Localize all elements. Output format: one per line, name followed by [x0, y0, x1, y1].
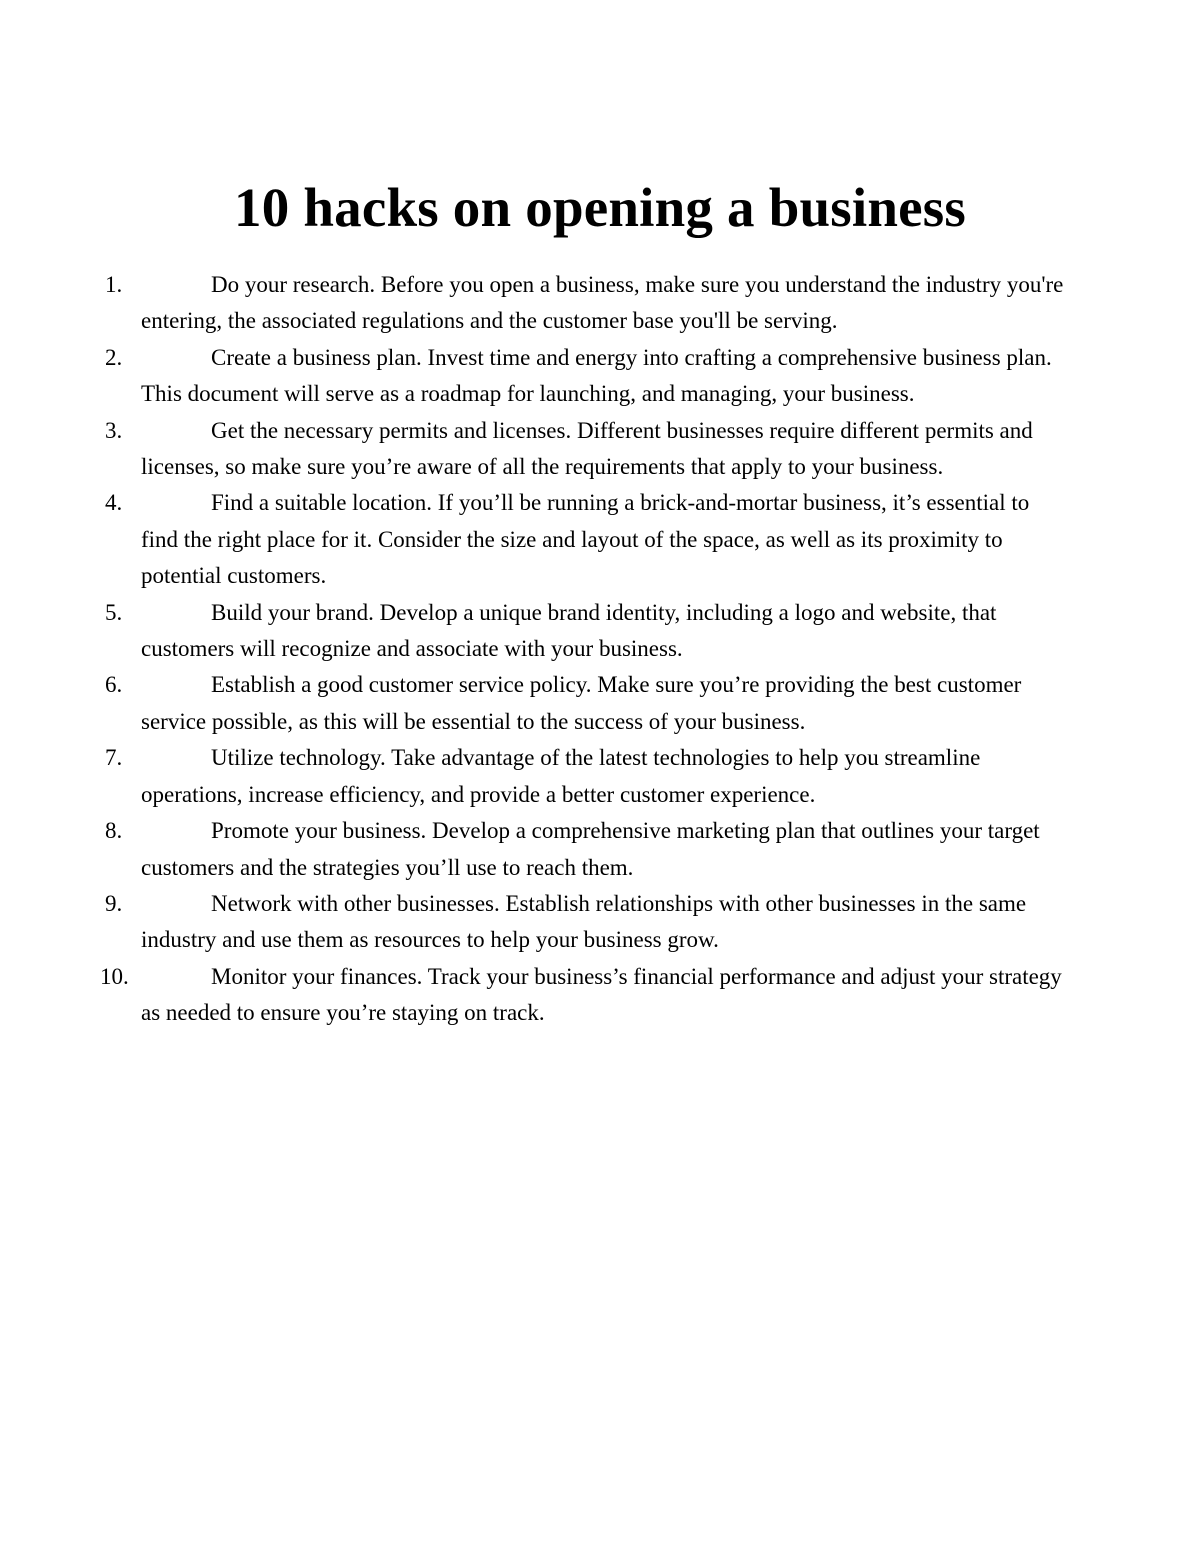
list-item: [0, 267, 1066, 340]
list-item-text: Monitor your finances. Track your business’s financial performance and adjust your strategy as needed to ensure you’re staying on track.: [141, 963, 1062, 1026]
hacks-list: [0, 267, 1200, 1032]
list-item-text: Get the necessary permits and licenses. Different businesses require different permits and licenses, so make sure you’re aware of all the requirements that apply to your business.: [141, 417, 1033, 480]
list-item-number: 10.: [100, 963, 129, 989]
list-item-number: 2.: [105, 344, 123, 370]
list-item: [0, 740, 1066, 813]
list-item-number: 6.: [105, 672, 123, 698]
list-item-text: Build your brand. Develop a unique brand identity, including a logo and website, that customers will recognize and associate with your business.: [141, 599, 997, 662]
list-item: [0, 886, 1066, 959]
list-item: [0, 813, 1066, 886]
list-item: [0, 595, 1066, 668]
list-item-text: Promote your business. Develop a comprehensive marketing plan that outlines your target customers and the strategies you’ll use to reach them.: [141, 818, 1040, 880]
list-item-number: 7.: [105, 745, 123, 771]
list-item-text: Find a suitable location. If you’ll be running a brick-and-mortar business, it’s essential to find the right place for it. Consider the size and layout of the space, as well as its proximity to potential customers.: [141, 490, 1030, 589]
list-item-number: 3.: [105, 417, 123, 443]
list-item: [0, 485, 1066, 594]
list-item: [0, 340, 1066, 413]
list-item-number: 4.: [105, 490, 123, 516]
list-item-text: Network with other businesses. Establish relationships with other businesses in the same industry and use them as resources to help your business grow.: [141, 890, 1027, 953]
list-item-text: Do your research. Before you open a business, make sure you understand the industry you're entering, the associated regulations and the customer base you'll be serving.: [141, 272, 1064, 334]
list-item-text: Utilize technology. Take advantage of the latest technologies to help you streamline operations, increase efficiency, and provide a better customer experience.: [141, 745, 981, 807]
list-item-text: Establish a good customer service policy. Make sure you’re providing the best customer service possible, as this will be essential to the success of your business.: [141, 672, 1022, 734]
list-item-text: Create a business plan. Invest time and energy into crafting a comprehensive business plan. This document will serve as a roadmap for launching, and managing, your business.: [141, 344, 1052, 407]
list-item-number: 1.: [105, 272, 123, 297]
list-item: [0, 959, 1066, 1032]
list-item-number: 9.: [105, 890, 123, 916]
list-item: [0, 413, 1066, 486]
list-item-number: 5.: [105, 599, 123, 625]
list-item-number: 8.: [105, 818, 123, 844]
list-item: [0, 667, 1066, 740]
page-title: 10 hacks on opening a business: [234, 177, 966, 238]
